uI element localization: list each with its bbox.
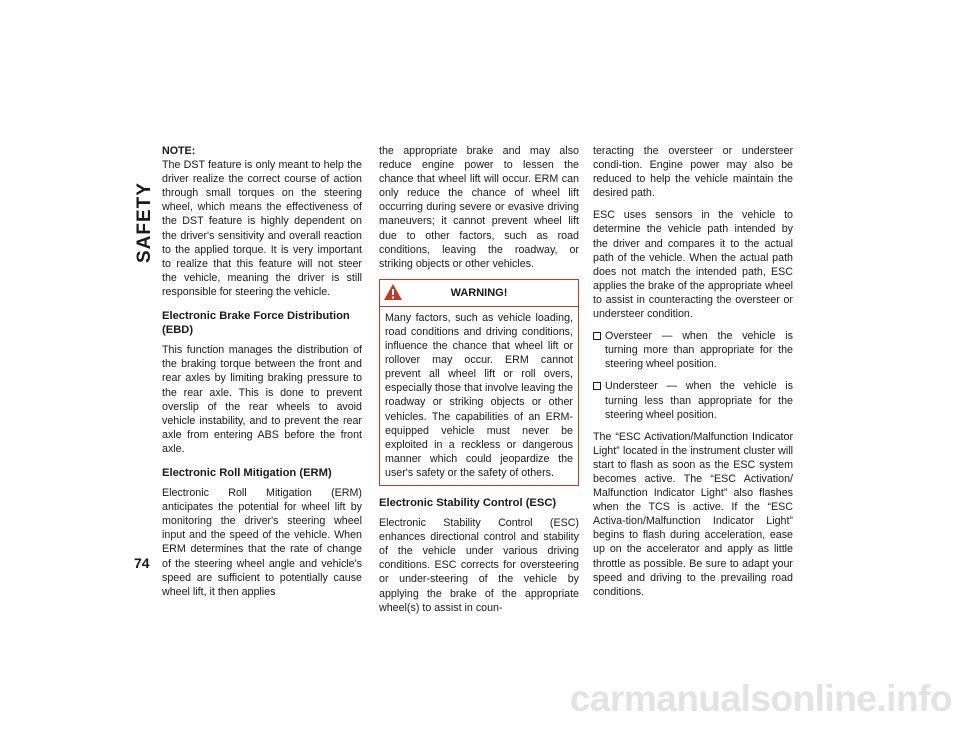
warning-triangle-icon xyxy=(383,283,403,301)
bullet-text: Oversteer — when the vehicle is turning more than appropriate for the steering wheel position. xyxy=(605,330,793,371)
note-body: The DST feature is only meant to help the driver realize the correct course of action through small torques on the steering wheel, which means the effectiveness of the DST feature is highly dependent on the driver's sensitivity and overall reaction to the applied torque. It is very important to realize that this feature will not steer the vehicle, meaning the driver is still responsible for steering the vehicle. xyxy=(162,159,362,298)
warning-text: Many factors, such as vehicle loading, road conditions and driving conditions, influence the chance that wheel lift or rollover may occur. ERM cannot prevent all wheel lift or roll overs, especially those that involve leaving the roadway or striking objects or other vehicles. The capabilities of an ERM-equipped vehicle must never be exploited in a reckless or dangerous manner which could jeopardize the user's safety or the safety of others. xyxy=(385,311,573,479)
list-item xyxy=(593,379,793,421)
warning-header xyxy=(380,280,578,307)
note-title: NOTE: xyxy=(162,145,196,157)
esc-body: Electronic Stability Control (ESC) enhances directional control and stability of the vehicle under various driving conditions. ESC corrects for oversteering or under-steering of the vehicle by applying the brake of the appropriate wheel(s) to assist in coun- xyxy=(379,517,579,614)
page-number: 74 xyxy=(134,555,150,571)
esc-continued: teracting the oversteer or understeer condi-tion. Engine power may also be reduced to help the vehicle maintain the desired path. xyxy=(593,145,793,200)
section-label xyxy=(134,143,154,263)
column-1 xyxy=(162,144,362,607)
column-3 xyxy=(593,144,793,607)
checkbox-bullet-icon xyxy=(593,382,601,390)
warning-body xyxy=(380,307,578,485)
esc-heading: Electronic Stability Control (ESC) xyxy=(379,496,557,509)
ebd-body: This function manages the distribution of the braking torque between the front and rear axles by limiting braking pressure to the rear axle. This is done to prevent overslip of the rear wheels to avoid vehicle instability, and to prevent the rear axle from entering ABS before the front axle. xyxy=(162,344,362,455)
section-label-text: SAFETY xyxy=(134,182,155,263)
erm-heading: Electronic Roll Mitigation (ERM) xyxy=(162,466,332,479)
erm-body: Electronic Roll Mitigation (ERM) anticipates the potential for wheel lift by monitoring the driver's steering wheel input and the speed of the vehicle. When ERM determines that the rate of change of the steering wheel angle and vehicle's speed are sufficient to potentially cause wheel lift, it then applies xyxy=(162,487,362,598)
watermark: carmanualsonline.info xyxy=(569,678,952,719)
checkbox-bullet-icon xyxy=(593,332,601,340)
esc-sensors: ESC uses sensors in the vehicle to determine the vehicle path intended by the driver and compares it to the actual path of the vehicle. When the actual path does not match the intended path, ESC applies the brake of the appropriate wheel to assist in counteracting the oversteer or understeer condition. xyxy=(593,209,793,321)
warning-box xyxy=(379,279,579,486)
warning-title: WARNING! xyxy=(450,286,508,299)
erm-continued: the appropriate brake and may also reduce engine power to lessen the chance that wheel lift will occur. ERM can only reduce the chance of wheel lift occurring during severe or evasive driving maneuvers; it cannot prevent wheel lift due to other factors, such as road conditions, leaving the roadway, or striking objects or other vehicles. xyxy=(379,145,579,270)
note xyxy=(162,144,362,299)
indicator-text: The “ESC Activation/Malfunction Indicator Light” located in the instrument cluster will start to flash as soon as the ESC system becomes active. The “ESC Activation/ Malfunction Indicator Light” also flashes when the TCS is active. If the “ESC Activa-tion/Malfunction Indicator Light” begins to flash during acceleration, ease up on the accelerator and apply as little throttle as possible. Be sure to adapt your speed and driving to the prevailing road conditions. xyxy=(593,430,793,598)
bullet-text: Understeer — when the vehicle is turning less than appropriate for the steering wheel position. xyxy=(605,380,793,421)
ebd-heading: Electronic Brake Force Distribution (EBD) xyxy=(162,310,350,337)
column-2 xyxy=(379,144,579,623)
list-item xyxy=(593,329,793,371)
